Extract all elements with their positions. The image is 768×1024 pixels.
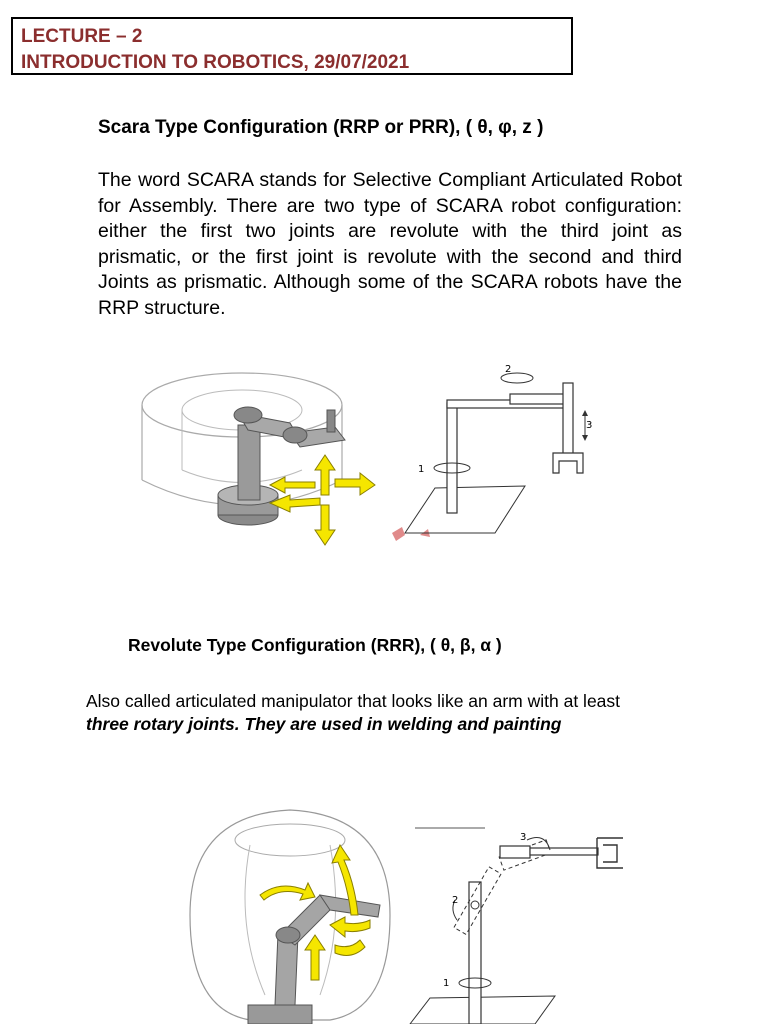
scara-joint-label-2: 2 [505, 364, 512, 375]
revolute-joint-label-1: 1 [443, 978, 450, 989]
revolute-joint-label-2: 2 [452, 895, 459, 906]
revolute-heading: Revolute Type Configuration (RRR), ( θ, β, α ) [128, 635, 502, 655]
scara-joint-schematic [395, 358, 595, 543]
revolute-robot-illustration [180, 805, 400, 1024]
revolute-paragraph-text: Also called articulated manipulator that looks like an arm with at least [86, 691, 621, 711]
revolute-joint-label-3: 3 [520, 832, 527, 843]
revolute-paragraph-emphasis: three rotary joints. They are used in welding and painting [86, 714, 562, 734]
revolute-joint-schematic [405, 820, 630, 1024]
scara-robot-illustration [130, 355, 400, 555]
scara-heading: Scara Type Configuration (RRP or PRR), ( θ, φ, z ) [98, 117, 544, 138]
revolute-paragraph [86, 690, 726, 736]
scara-joint-label-1: 1 [418, 464, 425, 475]
lecture-number: LECTURE – 2 [21, 26, 143, 47]
lecture-title: INTRODUCTION TO ROBOTICS, 29/07/2021 [21, 52, 410, 73]
lecture-header-box [11, 17, 573, 75]
scara-paragraph: The word SCARA stands for Selective Compliant Articulated Robot for Assembly. There are two type of SCARA robot configuration: either the first two joints are revolute with the third joint as prismatic, or the first joint is revolute with the second and third Joints as prismatic. Although some of the SCARA robots have the RRP structure. [98, 169, 682, 319]
scara-joint-label-3: 3 [586, 420, 593, 431]
